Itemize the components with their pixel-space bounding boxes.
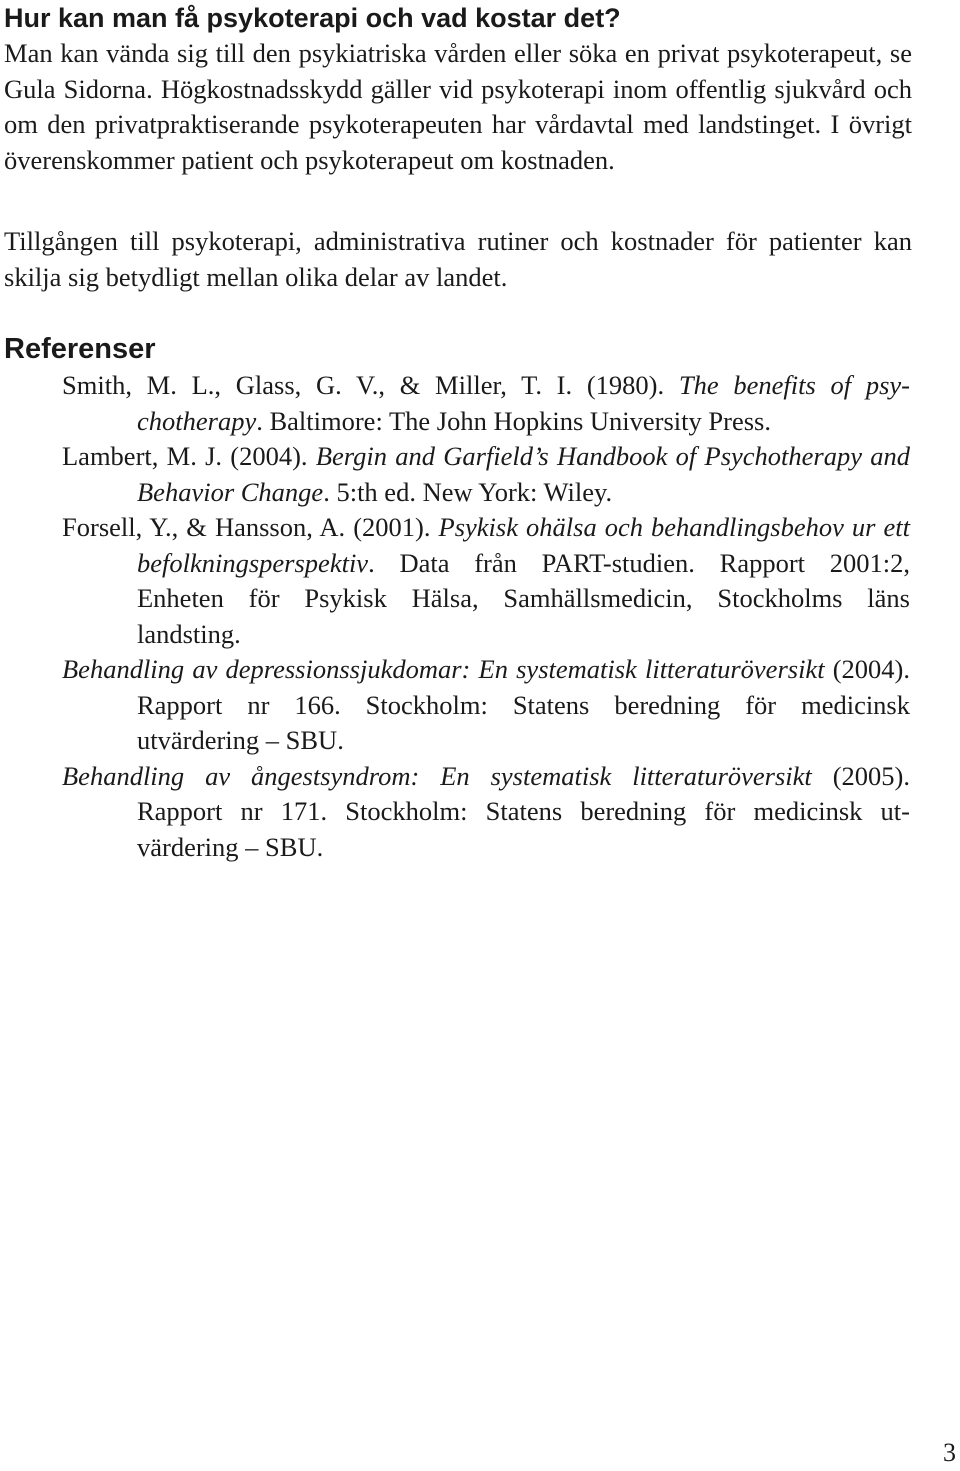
body-paragraph-cost: Man kan vända sig till den psykiatriska vården eller söka en privat psykoterapeut, se Gula Sidorna. Högkostnadsskydd gäller vid psykoterapi inom offentlig sjukvård och om den privatpraktiserande psykoterapeuten har vårdavtal med landstinget. I övrigt överenskommer patient och psykoterapeut om kostnaden. [4,38,912,175]
reference-item [62,652,910,759]
reference-publisher: . 5:th ed. New York: Wiley. [323,476,613,507]
reference-title: Behandling av ångestsyndrom: En systematisk litteraturöversikt [62,760,812,791]
reference-publisher: . Baltimore: The John Hopkins University Press. [256,405,771,436]
reference-item [62,368,910,439]
reference-item [62,759,910,866]
body-paragraph-availability: Tillgången till psykoterapi, administrativa rutiner och kostnader för patienter kan skilja sig betydligt mellan olika delar av landet. [4,226,912,292]
reference-authors: Forsell, Y., & Hansson, A. (2001). [62,512,439,542]
page-number: 3 [943,1438,956,1467]
reference-publisher: (2004). Rapport nr 166. Stockholm: Statens beredning för medicinsk utvärdering – SBU. [137,654,910,755]
reference-title: Bergin and Garfield’s Handbook of Psychotherapy and Behavior Change [137,441,910,507]
section-title: Hur kan man få psykoterapi och vad kostar det? [4,3,621,33]
reference-title: Behandling av depressionssjukdomar: En systematisk litteraturöversikt [62,654,825,684]
reference-publisher: . Data från PART-studien. Rapport 2001:2, Enheten för Psykisk Hälsa, Samhällsmedicin, Stockholms läns landsting. [137,547,910,649]
reference-list [62,368,910,865]
reference-authors: Smith, M. L., Glass, G. V., & Miller, T. I. (1980). [62,370,679,400]
references-heading: Referenser [4,333,156,365]
reference-publisher: (2005). Rapport nr 171. Stockholm: Statens beredning för medicinsk utvärdering – SBU. [137,760,910,862]
reference-authors: Lambert, M. J. (2004). [62,441,316,471]
reference-title: Psykisk ohälsa och behandlingsbehov ur ett befolkningsperspektiv [137,512,910,578]
reference-item [62,510,910,652]
reference-title: The benefits of psychotherapy [137,370,910,436]
reference-item [62,439,910,510]
